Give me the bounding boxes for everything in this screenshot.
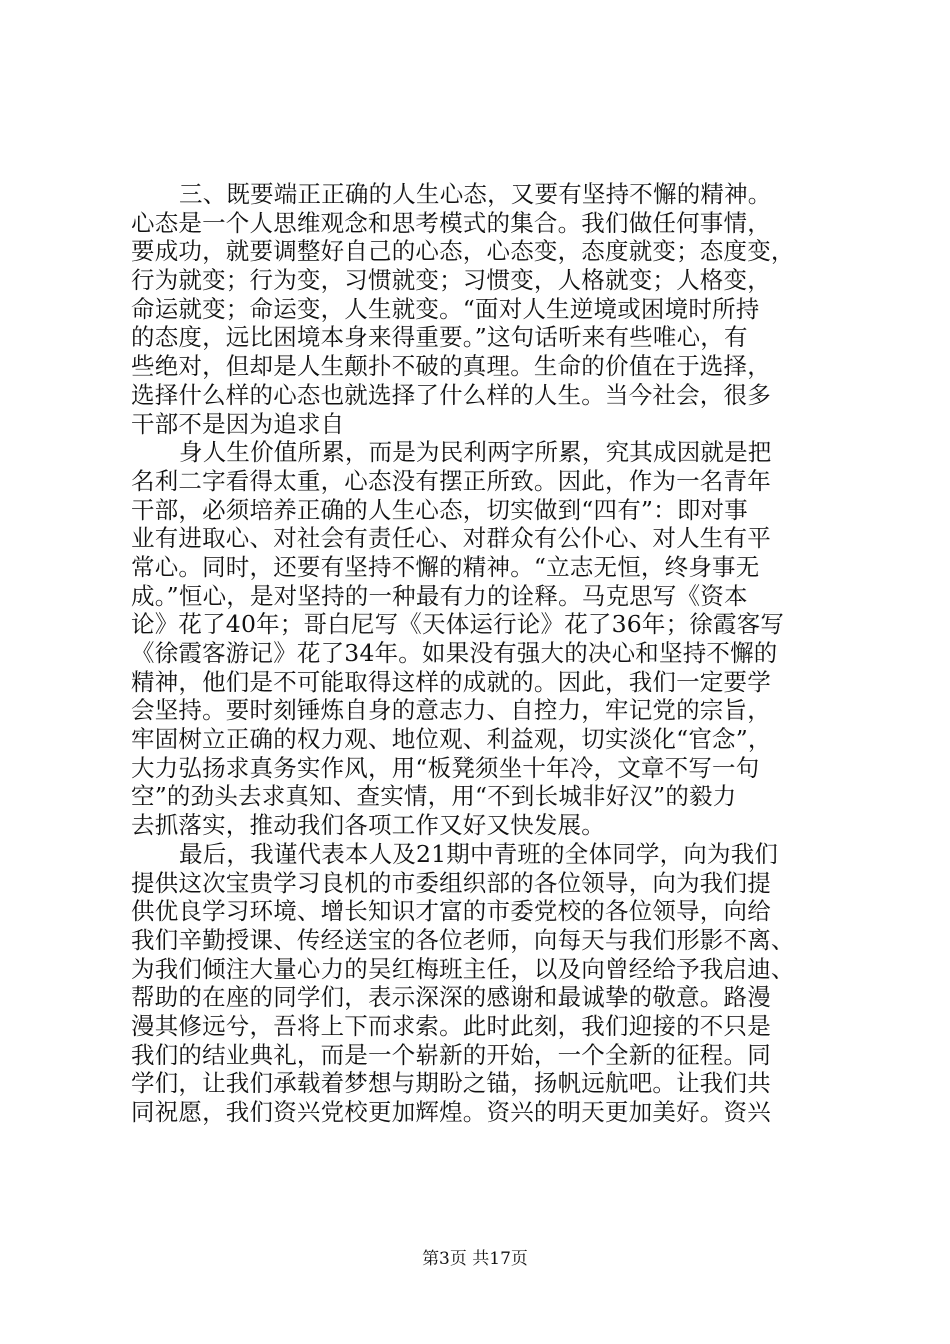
text-line: 选择什么样的心态也就选择了什么样的人生。当今社会，很多 xyxy=(131,380,771,409)
text-line: 心态是一个人思维观念和思考模式的集合。我们做任何事情， xyxy=(131,208,771,237)
text-line: 同祝愿，我们资兴党校更加辉煌。资兴的明天更加美好。资兴 xyxy=(131,1098,771,1126)
text-line: 成。”恒心，是对坚持的一种最有力的诠释。马克思写《资本 xyxy=(131,581,748,610)
text-line: 漫其修远兮，吾将上下而求索。此时此刻，我们迎接的不只是 xyxy=(131,1011,771,1040)
text-line: 精神，他们是不可能取得这样的成就的。因此，我们一定要学 xyxy=(131,667,771,696)
text-line: 大力弘扬求真务实作风，用“板凳须坐十年冷，文章不写一句 xyxy=(131,753,760,782)
text-line: 三、既要端正正确的人生心态，又要有坚持不懈的精神。 xyxy=(179,180,772,208)
text-line: 些绝对，但却是人生颠扑不破的真理。生命的价值在于选择， xyxy=(131,352,771,381)
text-line: 常心。同时，还要有坚持不懈的精神。“立志无恒，终身事无 xyxy=(131,552,760,581)
text-line: 干部，必须培养正确的人生心态，切实做到“四有”：即对事 xyxy=(131,495,748,524)
text-line: 身人生价值所累，而是为民利两字所累，究其成因就是把 xyxy=(179,438,772,467)
text-line: 会坚持。要时刻锤炼自身的意志力、自控力，牢记党的宗旨， xyxy=(131,696,771,725)
text-line: 业有进取心、对社会有责任心、对群众有公仆心、对人生有平 xyxy=(131,524,771,553)
text-line: 最后，我谨代表本人及21期中青班的全体同学，向为我们 xyxy=(179,839,779,868)
text-line: 学们，让我们承载着梦想与期盼之锚，扬帆远航吧。让我们共 xyxy=(131,1069,771,1098)
text-line: 牢固树立正确的权力观、地位观、利益观，切实淡化“官念”， xyxy=(131,725,772,754)
text-line: 要成功，就要调整好自己的心态，心态变，态度就变；态度变， xyxy=(131,237,795,266)
text-line: 行为就变；行为变，习惯就变；习惯变，人格就变；人格变， xyxy=(131,266,771,295)
text-line: 去抓落实，推动我们各项工作又好又快发展。 xyxy=(131,811,605,840)
text-line: 《徐霞客游记》花了34年。如果没有强大的决心和坚持不懈的 xyxy=(131,639,778,667)
text-line: 论》花了40年；哥白尼写《天体运行论》花了36年；徐霞客写 xyxy=(131,610,785,639)
text-line: 我们的结业典礼，而是一个崭新的开始，一个全新的征程。同 xyxy=(131,1040,771,1069)
page-number: 第3页 共17页 xyxy=(422,1249,528,1269)
text-line: 的态度，远比困境本身来得重要。”这句话听来有些唯心，有 xyxy=(131,323,748,352)
text-line: 名利二字看得太重，心态没有摆正所致。因此，作为一名青年 xyxy=(131,466,771,495)
text-line: 供优良学习环境、增长知识才富的市委党校的各位领导，向给 xyxy=(131,897,771,926)
text-line: 命运就变；命运变，人生就变。“面对人生逆境或困境时所持 xyxy=(131,294,760,323)
body-text xyxy=(131,180,831,1127)
text-line: 我们辛勤授课、传经送宝的各位老师，向每天与我们形影不离、 xyxy=(131,925,795,954)
text-line: 提供这次宝贵学习良机的市委组织部的各位领导，向为我们提 xyxy=(131,868,771,897)
text-line: 空”的劲头去求真知、查实情，用“不到长城非好汉”的毅力 xyxy=(131,782,737,811)
text-line: 为我们倾注大量心力的吴红梅班主任，以及向曾经给予我启迪、 xyxy=(131,954,795,983)
text-line: 帮助的在座的同学们，表示深深的感谢和最诚挚的敬意。路漫 xyxy=(131,983,771,1012)
text-line: 干部不是因为追求自 xyxy=(131,409,345,438)
